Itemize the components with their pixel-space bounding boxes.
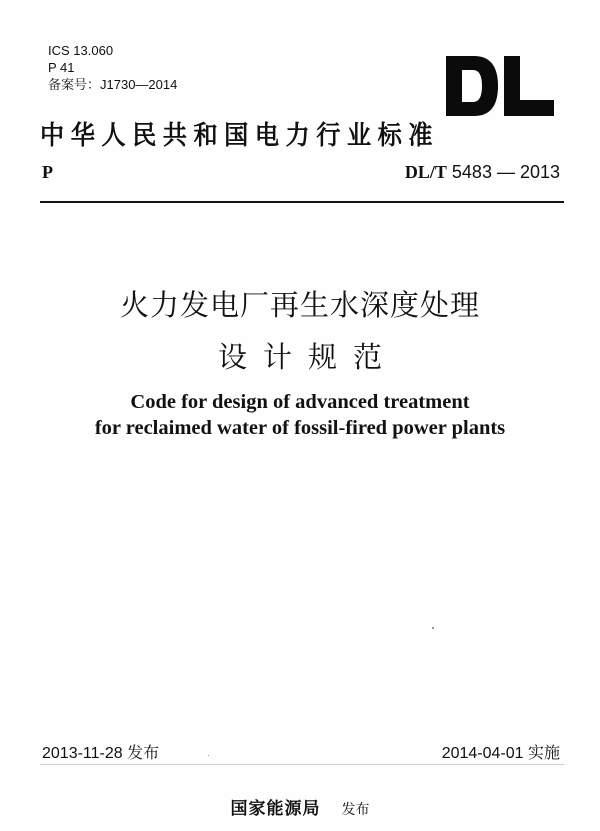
chinese-title-line1: 火力发电厂再生水深度处理	[119, 288, 480, 322]
filing-number: 备案号：J1730—2014	[48, 77, 178, 92]
standard-number-prefix: DL/T	[404, 162, 447, 182]
industry-standard-title: 中华人民共和国电力行业标准	[40, 121, 439, 151]
paper-speck	[208, 755, 209, 756]
dl-logo	[446, 56, 554, 116]
publisher-name: 国家能源局	[230, 799, 321, 819]
standard-number	[405, 162, 560, 183]
publisher-action: 发布	[341, 802, 370, 818]
issue-date: 2013-11-28 发布	[42, 745, 160, 762]
footer-divider	[40, 764, 564, 765]
standard-number-value: 5483 — 2013	[451, 162, 560, 182]
classification-block	[48, 42, 177, 93]
paper-speck	[432, 627, 434, 629]
publisher-line	[0, 794, 600, 819]
header-divider	[40, 201, 564, 203]
chinese-title-line2: 设计规范	[217, 340, 398, 374]
english-title-line2: for reclaimed water of fossil-fired power plants	[94, 417, 506, 439]
category-code: P 41	[48, 60, 75, 75]
english-title-line1: Code for design of advanced treatment	[130, 391, 470, 413]
standard-category: P	[42, 162, 53, 182]
ics-code: ICS 13.060	[48, 43, 114, 58]
logo-letter-l	[504, 56, 554, 116]
logo-letter-d	[446, 56, 498, 116]
effective-date: 2014-04-01 实施	[441, 745, 560, 762]
